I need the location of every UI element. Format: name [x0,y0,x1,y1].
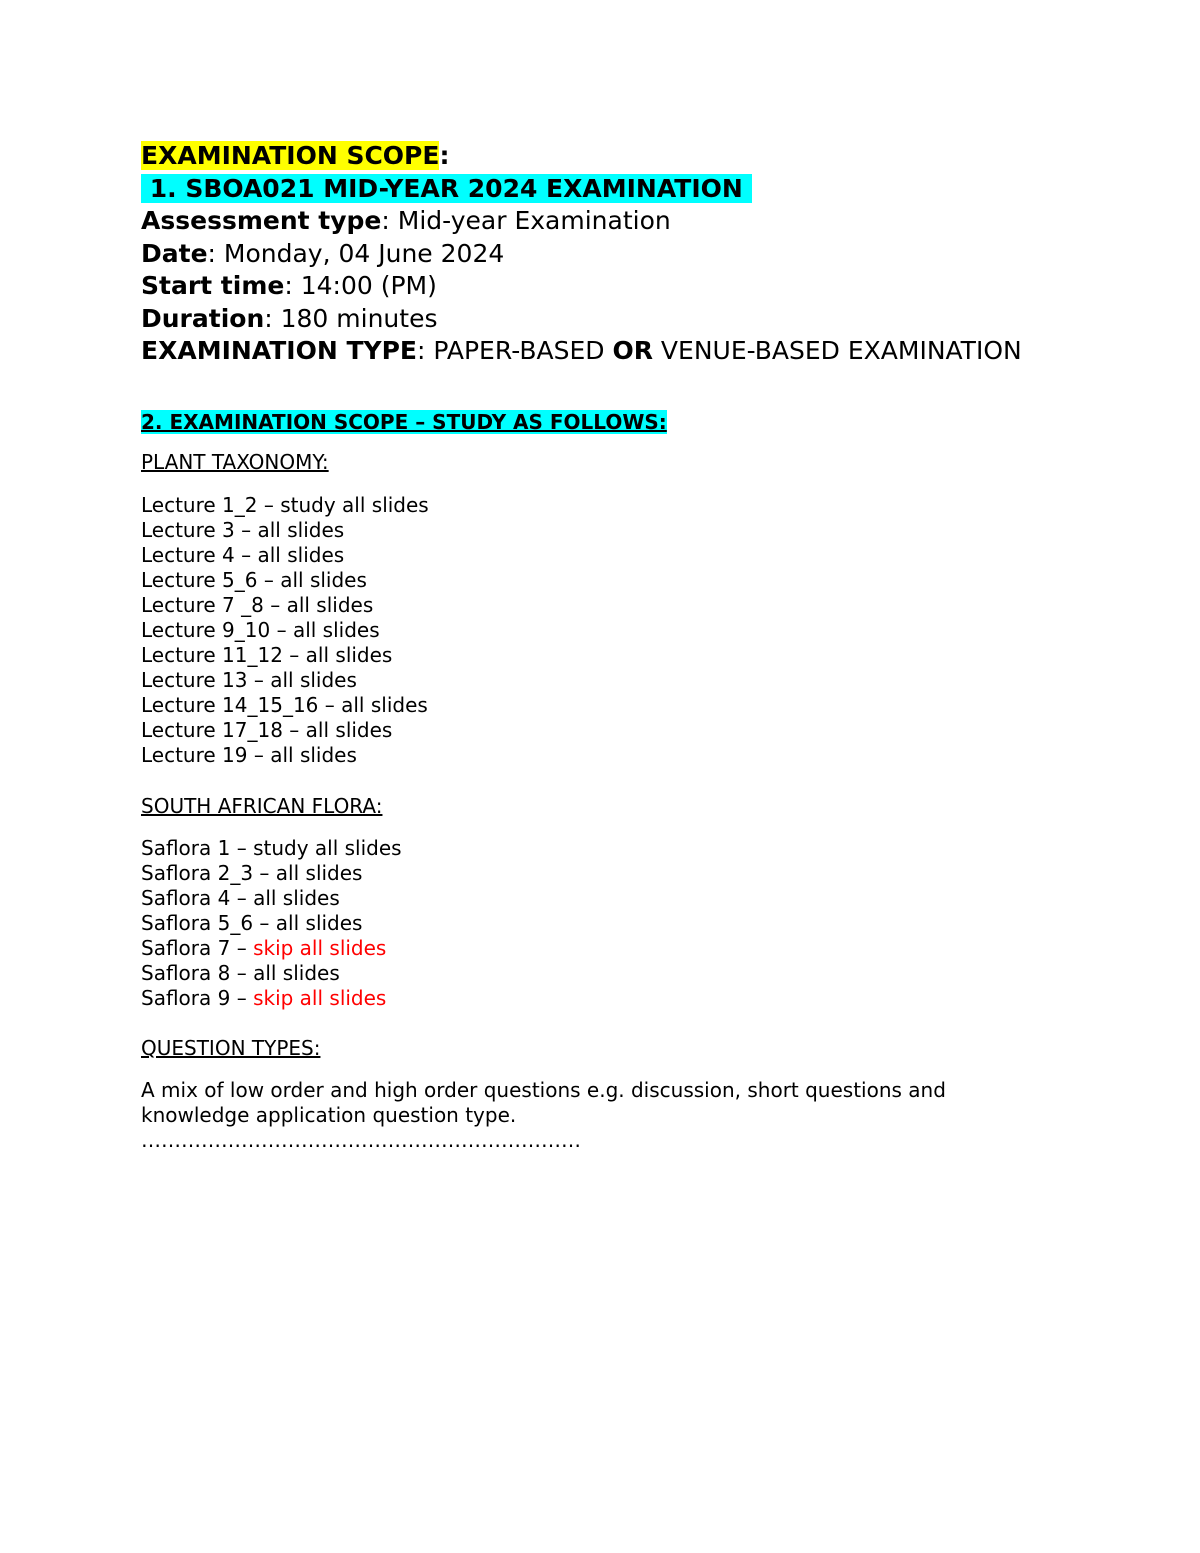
exam-title-text: 1. SBOA021 MID-YEAR 2024 EXAMINATION [149,173,743,203]
list-item: Lecture 9_10 – all slides [141,617,380,642]
flora-item-text: all slides [253,885,340,910]
scope-section-highlight: 2. EXAMINATION SCOPE – STUDY AS FOLLOWS: [141,409,667,434]
list-item [141,861,1041,886]
list-item [141,886,1041,911]
list-item: Lecture 7 _8 – all slides [141,592,374,617]
plant-taxonomy-heading: PLANT TAXONOMY: [141,449,329,474]
sa-flora-list [141,836,1041,1012]
list-item: Lecture 1_2 – study all slides [141,492,429,517]
flora-item-text: study all slides [253,835,402,860]
question-types-description: A mix of low order and high order questions e.g. discussion, short questions and knowledge application question type. [141,1078,946,1128]
duration-value: : 180 minutes [264,303,438,333]
flora-item-text: all slides [275,860,363,885]
date-line [141,238,1041,271]
duration-line [141,303,1041,336]
list-item: Lecture 17_18 – all slides [141,718,393,743]
list-item [141,836,1041,861]
flora-item-prefix: Saflora 7 – [141,935,254,960]
scope-section-heading [141,408,1041,436]
start-time-value: : 14:00 (PM) [284,271,437,300]
list-item [141,936,1041,961]
list-item [141,911,1041,936]
start-time-line [141,270,1041,303]
exam-type-value-1: : PAPER-BASED [417,336,613,365]
exam-type-value-2: VENUE-BASED EXAMINATION [652,336,1022,365]
list-item [141,961,1041,986]
flora-item-skip-text: skip all slides [253,986,387,1011]
sa-flora-heading: SOUTH AFRICAN FLORA: [141,793,383,818]
flora-item-prefix: Saflora 4 – [141,885,254,910]
duration-label: Duration [141,303,265,333]
list-item: Lecture 4 – all slides [141,542,345,567]
list-item: Lecture 14_15_16 – all slides [141,693,428,718]
exam-title [141,173,1041,206]
exam-type-or: OR [612,336,653,365]
exam-type-line [141,335,1041,368]
scope-title [141,140,1041,173]
flora-item-text: all slides [275,910,363,935]
flora-item-prefix: Saflora 2_3 – [141,860,276,885]
dotted-line: ………………………………………………………… [141,1128,581,1153]
flora-item-prefix: Saflora 1 – [141,835,254,860]
scope-title-colon: : [439,141,450,170]
list-item: Lecture 5_6 – all slides [141,567,367,592]
document-page [141,140,1041,1153]
assessment-type-line [141,205,1041,238]
flora-item-text: all slides [253,961,340,985]
start-time-label: Start time [141,271,285,300]
flora-item-prefix: Saflora 5_6 – [141,910,276,935]
list-item: Lecture 19 – all slides [141,743,357,768]
date-value: : Monday, 04 June 2024 [207,238,505,268]
date-label: Date [141,238,208,268]
list-item [141,986,1041,1011]
scope-title-highlight: EXAMINATION SCOPE [141,141,440,170]
question-types-heading: QUESTION TYPES: [141,1036,321,1061]
assessment-type-value: : Mid-year Examination [381,206,671,235]
list-item: Lecture 13 – all slides [141,668,357,693]
assessment-type-label: Assessment type [141,206,382,235]
flora-item-prefix: Saflora 8 – [141,961,254,985]
exam-type-label: EXAMINATION TYPE [141,336,418,365]
plant-taxonomy-list [141,493,1041,769]
flora-item-skip-text: skip all slides [253,935,387,960]
list-item: Lecture 3 – all slides [141,517,345,542]
list-item: Lecture 11_12 – all slides [141,643,393,668]
flora-item-prefix: Saflora 9 – [141,986,254,1011]
exam-title-highlight [141,174,752,203]
